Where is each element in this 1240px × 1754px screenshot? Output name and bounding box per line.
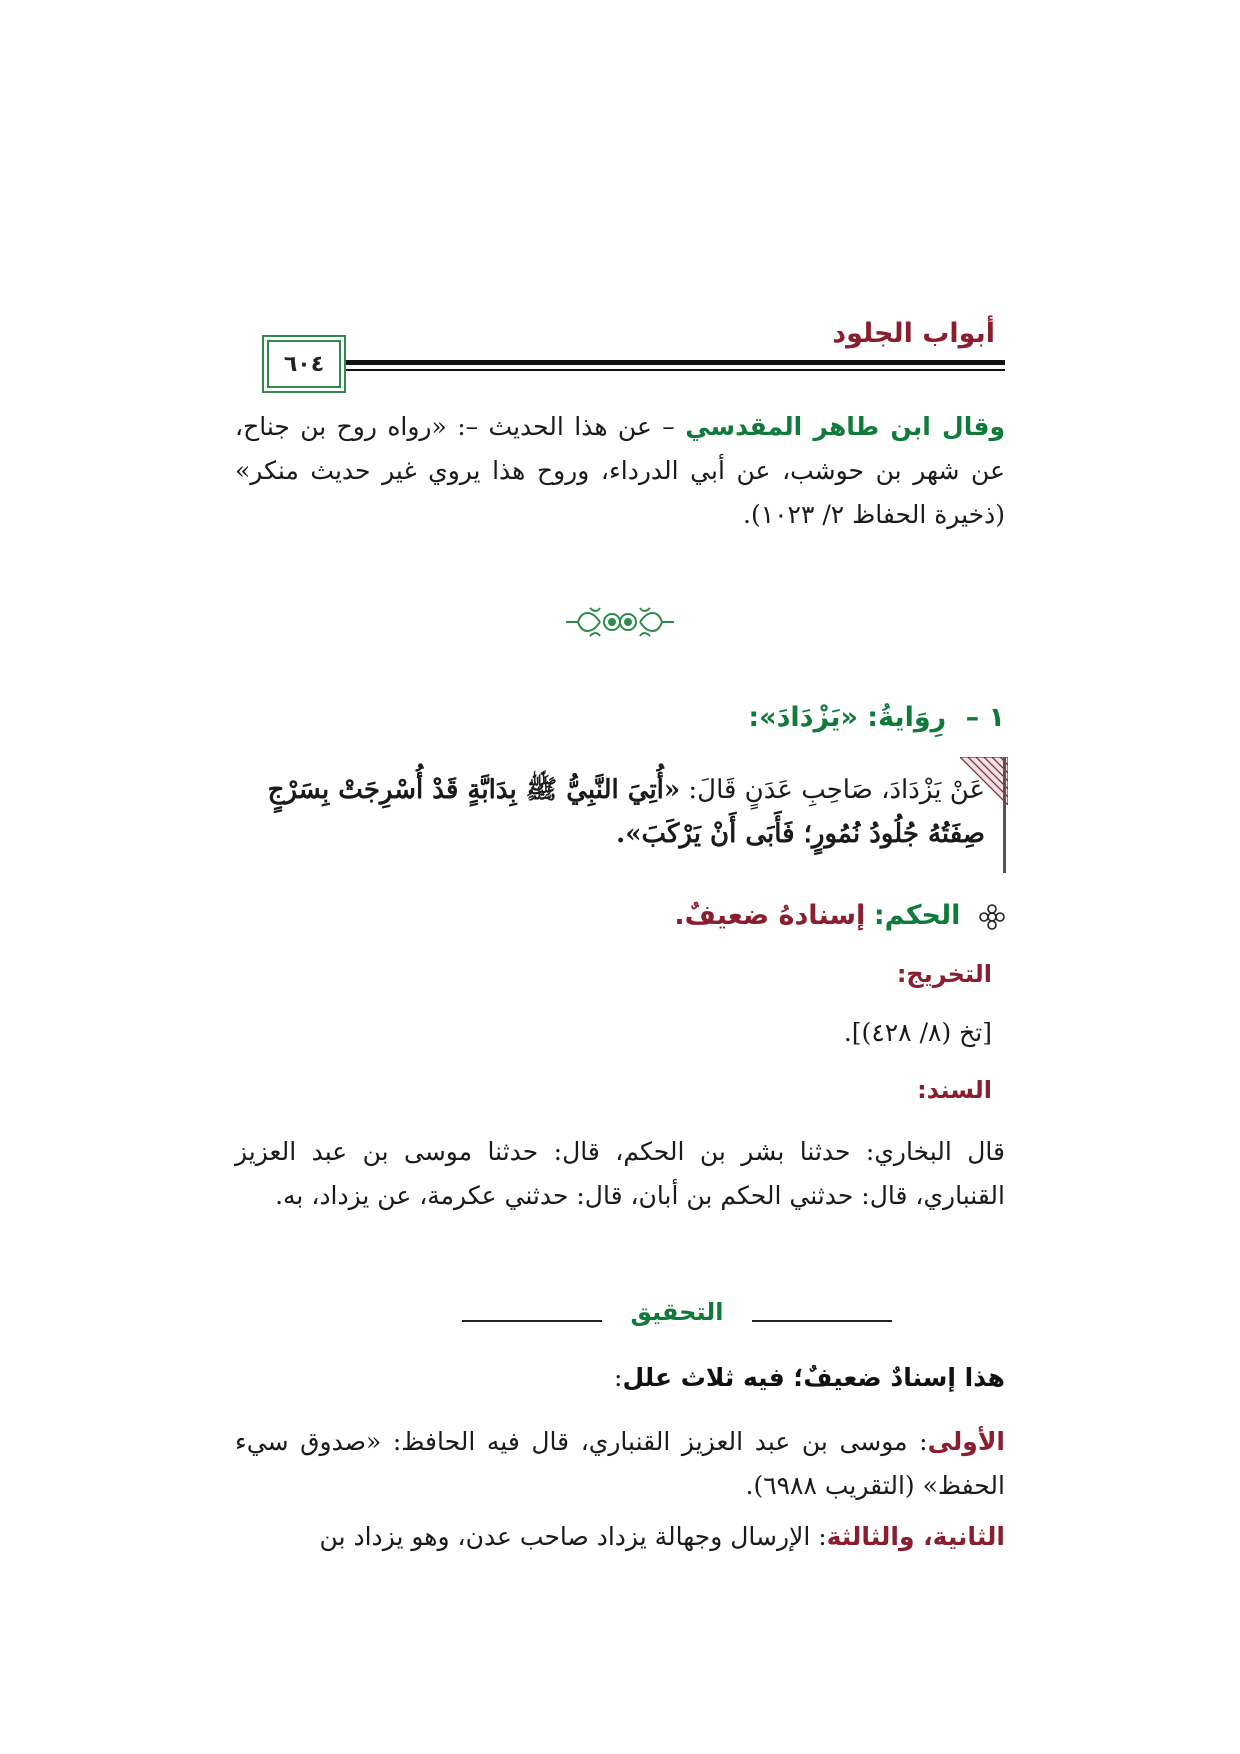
hadith-intro: عَنْ يَزْدَادَ، صَاحِبِ عَدَنٍ قَالَ: bbox=[680, 775, 985, 805]
item-title: رِوَايةُ: «يَزْدَادَ»: bbox=[748, 702, 947, 733]
takhrij-reference: [تخ (٨/ ٤٢٨)]. bbox=[843, 1018, 992, 1047]
ruling-line bbox=[674, 900, 1005, 931]
second-illa-label: الثانية، والثالثة bbox=[826, 1522, 1005, 1551]
sanad-paragraph: قال البخاري: حدثنا بشر بن الحكم، قال: حدثنا موسى بن عبد العزيز القنباري، قال: حدثني الحكم بن أبان، قال: حدثني عكرمة، عن يزداد، به. bbox=[235, 1137, 1005, 1210]
page-number: ٦٠٤ bbox=[283, 351, 325, 377]
sanad-label: السند: bbox=[917, 1076, 992, 1104]
first-illa-text: : موسى بن عبد العزيز القنباري، قال فيه الحافظ: «صدوق سيء الحفظ» (التقريب ٦٩٨٨). bbox=[235, 1427, 1005, 1500]
page-number-box bbox=[267, 340, 341, 388]
tahqiq-intro-bold: هذا إسنادٌ ضعيفٌ؛ فيه ثلاث علل bbox=[622, 1363, 1005, 1392]
takhrij-label: التخريج: bbox=[896, 960, 992, 988]
book-title: أبواب الجلود bbox=[832, 318, 995, 349]
tahqiq-intro bbox=[235, 1356, 1005, 1400]
second-illa-paragraph bbox=[235, 1515, 1005, 1559]
ruling-label: الحكم: bbox=[873, 900, 961, 931]
running-header bbox=[235, 318, 1005, 388]
tahqiq-intro-tail: : bbox=[614, 1363, 623, 1392]
hadith-matn: «أُتِيَ النَّبِيُّ ﷺ بِدَابَّةٍ قَدْ أُسْرِجَتْ بِسَرْجٍ صِفَتُهُ جُلُودُ نُمُورٍ؛ فَأَبَى أَنْ يَرْكَبَ». bbox=[267, 775, 985, 849]
item-number: ١ – bbox=[965, 702, 1005, 733]
item-heading bbox=[748, 702, 1005, 733]
prev-text: – عن هذا الحديث –: «رواه روح بن جناح، عن شهر بن حوشب، عن أبي الدرداء، وروح هذا يروي غير حديث منكر» (ذخيرة الحفاظ ٢/ ١٠٢٣). bbox=[235, 412, 1005, 529]
tahqiq-divider bbox=[462, 1298, 892, 1338]
first-illa-label: الأولى bbox=[927, 1427, 1005, 1456]
flower-icon bbox=[979, 904, 1005, 930]
hadith-text-block bbox=[235, 768, 985, 856]
hadith-side-bar bbox=[1003, 757, 1006, 873]
first-illa-paragraph bbox=[235, 1420, 1005, 1508]
section-divider-ornament-icon bbox=[560, 600, 680, 644]
second-illa-text: : الإرسال وجهالة يزداد صاحب عدن، وهو يزداد بن bbox=[319, 1522, 827, 1551]
tahqiq-label: التحقيق bbox=[602, 1298, 752, 1326]
prev-speaker: وقال ابن طاهر المقدسي bbox=[685, 412, 1006, 441]
header-rule-thin bbox=[235, 369, 1005, 371]
ruling-value: إسنادهُ ضعيفٌ. bbox=[674, 900, 866, 931]
header-rule-thick bbox=[235, 360, 1005, 365]
prev-section-paragraph bbox=[235, 405, 1005, 537]
